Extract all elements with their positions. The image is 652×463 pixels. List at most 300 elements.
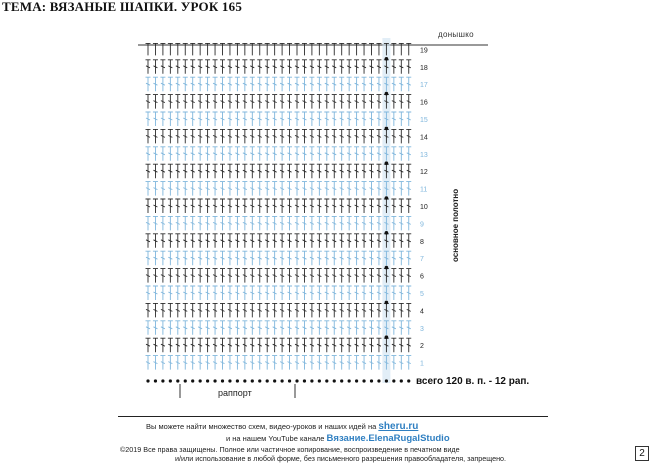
foundation-dot (184, 379, 187, 382)
site-link[interactable]: sheru.ru (378, 421, 419, 432)
stitch-mark (250, 251, 255, 265)
foundation-dot (199, 379, 202, 382)
stitch-mark (153, 251, 158, 265)
stitch-mark (168, 251, 173, 265)
stitch-mark (339, 182, 344, 196)
stitch-mark (227, 164, 232, 178)
stitch-mark (250, 286, 255, 300)
chain-dot (385, 92, 389, 96)
stitch-mark (198, 129, 203, 143)
stitch-mark (153, 147, 158, 161)
stitch-mark (175, 182, 180, 196)
stitch-mark (376, 147, 381, 161)
stitch-mark (190, 303, 195, 317)
stitch-mark (160, 269, 165, 283)
stitch-mark (280, 251, 285, 265)
stitch-mark (227, 147, 232, 161)
stitch-mark (339, 216, 344, 230)
stitch-mark (309, 164, 314, 178)
stitch-mark (324, 251, 329, 265)
stitch-mark (250, 164, 255, 178)
stitch-mark (242, 234, 247, 248)
stitch-mark (160, 77, 165, 91)
stitch-mark (302, 95, 307, 109)
stitch-mark (324, 60, 329, 74)
stitch-mark (190, 199, 195, 213)
stitch-mark (227, 77, 232, 91)
stitch-mark (272, 251, 277, 265)
stitch-mark (160, 338, 165, 352)
stitch-mark (257, 356, 262, 370)
stitch-mark (257, 251, 262, 265)
stitch-mark (146, 164, 151, 178)
stitch-mark (332, 251, 337, 265)
row-number: 11 (420, 186, 428, 194)
stitch-mark (347, 60, 352, 74)
stitch-mark (227, 234, 232, 248)
stitch-mark (347, 199, 352, 213)
chain-dot (385, 57, 389, 61)
stitch-mark (183, 60, 188, 74)
stitch-mark (332, 234, 337, 248)
stitch-mark (287, 77, 292, 91)
stitch-mark (205, 251, 210, 265)
stitch-mark (257, 164, 262, 178)
stitch-mark (146, 77, 151, 91)
stitch-mark (175, 234, 180, 248)
foundation-dot (400, 379, 403, 382)
stitch-mark (406, 286, 411, 300)
stitch-mark (406, 321, 411, 335)
stitch-mark (190, 95, 195, 109)
stitch-mark (227, 216, 232, 230)
stitch-mark (220, 286, 225, 300)
stitch-mark (347, 164, 352, 178)
stitch-mark (354, 303, 359, 317)
stitch-mark (391, 251, 396, 265)
stitch-mark (295, 356, 300, 370)
stitch-mark (280, 269, 285, 283)
stitch-mark (257, 269, 262, 283)
stitch-mark (362, 234, 367, 248)
stitch-mark (220, 199, 225, 213)
stitch-mark (332, 286, 337, 300)
stitch-mark (242, 356, 247, 370)
stitch-mark (183, 129, 188, 143)
stitch-mark (362, 321, 367, 335)
stitch-mark (369, 234, 374, 248)
stitch-mark (235, 216, 240, 230)
stitch-mark (213, 216, 218, 230)
stitch-mark (347, 77, 352, 91)
stitch-mark (406, 356, 411, 370)
stitch-mark (146, 251, 151, 265)
stitch-mark (146, 60, 151, 74)
row-number: 2 (420, 343, 424, 351)
foundation-dot (333, 379, 336, 382)
stitch-mark (406, 112, 411, 126)
youtube-link[interactable]: Вязание.ElenaRugalStudio (326, 433, 450, 444)
copyright-line: ©2019 Все права защищены. Полное или частичное копирование, воспроизведение в печатном виде (120, 445, 460, 454)
stitch-mark (272, 95, 277, 109)
stitch-mark (295, 251, 300, 265)
stitch-mark (227, 129, 232, 143)
stitch-mark (317, 60, 322, 74)
row-number: 16 (420, 99, 428, 107)
stitch-mark (280, 321, 285, 335)
foundation-dot (176, 379, 179, 382)
stitch-mark (287, 147, 292, 161)
stitch-mark (235, 356, 240, 370)
stitch-mark (362, 303, 367, 317)
stitch-mark (376, 129, 381, 143)
stitch-mark (190, 129, 195, 143)
stitch-mark (339, 303, 344, 317)
foundation-dot (303, 379, 306, 382)
stitch-mark (332, 199, 337, 213)
row-number: 5 (420, 291, 424, 298)
stitch-mark (287, 251, 292, 265)
stitch-mark (160, 321, 165, 335)
stitch-mark (317, 303, 322, 317)
stitch-mark (160, 234, 165, 248)
stitch-mark (242, 95, 247, 109)
stitch-mark (220, 129, 225, 143)
stitch-mark (399, 60, 404, 74)
stitch-mark (324, 164, 329, 178)
stitch-mark (309, 303, 314, 317)
stitch-mark (242, 338, 247, 352)
stitch-mark (391, 129, 396, 143)
stitch-mark (227, 269, 232, 283)
stitch-mark (309, 147, 314, 161)
foundation-dot (310, 379, 313, 382)
stitch-mark (205, 321, 210, 335)
stitch-mark (183, 77, 188, 91)
stitch-mark (146, 95, 151, 109)
stitch-mark (227, 112, 232, 126)
stitch-mark (354, 95, 359, 109)
stitch-mark (354, 129, 359, 143)
chain-dot (385, 266, 389, 270)
stitch-mark (376, 164, 381, 178)
stitch-mark (146, 147, 151, 161)
stitch-mark (339, 251, 344, 265)
stitch-mark (235, 199, 240, 213)
stitch-mark (198, 182, 203, 196)
stitch-mark (317, 269, 322, 283)
stitch-mark (183, 147, 188, 161)
stitch-mark (220, 147, 225, 161)
stitch-mark (369, 321, 374, 335)
stitch-mark (242, 112, 247, 126)
stitch-mark (175, 95, 180, 109)
stitch-mark (175, 269, 180, 283)
stitch-mark (362, 112, 367, 126)
stitch-mark (160, 199, 165, 213)
stitch-mark (175, 321, 180, 335)
stitch-mark (287, 286, 292, 300)
stitch-mark (250, 356, 255, 370)
row-number: 4 (420, 308, 424, 316)
stitch-mark (317, 356, 322, 370)
stitch-mark (280, 303, 285, 317)
stitch-mark (376, 251, 381, 265)
stitch-mark (213, 182, 218, 196)
stitch-mark (265, 269, 270, 283)
stitch-mark (339, 269, 344, 283)
stitch-mark (257, 286, 262, 300)
stitch-mark (317, 216, 322, 230)
stitch-mark (168, 356, 173, 370)
stitch-mark (168, 164, 173, 178)
stitch-mark (391, 234, 396, 248)
foundation-dot (407, 379, 410, 382)
stitch-mark (265, 77, 270, 91)
stitch-mark (168, 216, 173, 230)
stitch-mark (213, 77, 218, 91)
row-number: 15 (420, 117, 428, 124)
stitch-mark (309, 216, 314, 230)
stitch-mark (399, 269, 404, 283)
chain-dot (385, 161, 389, 165)
stitch-mark (205, 77, 210, 91)
stitch-mark (347, 286, 352, 300)
stitch-mark (213, 321, 218, 335)
stitch-mark (272, 286, 277, 300)
stitch-mark (272, 182, 277, 196)
stitch-mark (265, 112, 270, 126)
stitch-mark (302, 164, 307, 178)
foundation-dot (362, 379, 365, 382)
stitch-mark (198, 338, 203, 352)
stitch-mark (391, 321, 396, 335)
foundation-dot (146, 379, 149, 382)
stitch-mark (406, 95, 411, 109)
stitch-mark (242, 251, 247, 265)
chain-dot (385, 335, 389, 339)
stitch-mark (317, 112, 322, 126)
stitch-mark (347, 356, 352, 370)
stitch-mark (160, 60, 165, 74)
stitch-mark (190, 338, 195, 352)
stitch-mark (362, 60, 367, 74)
stitch-mark (362, 199, 367, 213)
stitch-mark (272, 234, 277, 248)
stitch-mark (302, 60, 307, 74)
stitch-mark (399, 338, 404, 352)
stitch-mark (406, 77, 411, 91)
stitch-mark (309, 60, 314, 74)
stitch-mark (265, 321, 270, 335)
stitch-mark (205, 112, 210, 126)
stitch-mark (265, 338, 270, 352)
stitch-mark (198, 303, 203, 317)
stitch-mark (183, 216, 188, 230)
stitch-mark (362, 147, 367, 161)
stitch-mark (324, 129, 329, 143)
row-number: 10 (420, 204, 428, 211)
page-number: 2 (635, 446, 649, 461)
stitch-mark (369, 199, 374, 213)
stitch-mark (242, 77, 247, 91)
stitch-mark (347, 303, 352, 317)
stitch-mark (220, 112, 225, 126)
stitch-mark (220, 356, 225, 370)
stitch-mark (198, 216, 203, 230)
stitch-mark (272, 216, 277, 230)
stitch-mark (347, 338, 352, 352)
stitch-mark (324, 216, 329, 230)
stitch-mark (324, 147, 329, 161)
stitch-mark (362, 269, 367, 283)
stitch-mark (369, 60, 374, 74)
stitch-mark (235, 112, 240, 126)
stitch-mark (391, 147, 396, 161)
stitch-mark (332, 60, 337, 74)
stitch-mark (324, 77, 329, 91)
stitch-mark (391, 303, 396, 317)
stitch-mark (272, 321, 277, 335)
foundation-dot (392, 379, 395, 382)
foundation-dot (243, 379, 246, 382)
stitch-mark (175, 251, 180, 265)
stitch-mark (391, 77, 396, 91)
stitch-mark (198, 356, 203, 370)
stitch-mark (287, 338, 292, 352)
stitch-mark (257, 77, 262, 91)
stitch-mark (280, 147, 285, 161)
stitch-mark (376, 77, 381, 91)
stitch-mark (160, 112, 165, 126)
stitch-mark (160, 95, 165, 109)
stitch-mark (146, 182, 151, 196)
stitch-mark (399, 182, 404, 196)
stitch-mark (295, 234, 300, 248)
stitch-mark (272, 356, 277, 370)
stitch-mark (287, 216, 292, 230)
stitch-mark (354, 286, 359, 300)
stitch-mark (220, 251, 225, 265)
stitch-mark (265, 356, 270, 370)
stitch-mark (183, 234, 188, 248)
copyright-line-2: и/или использование в любой форме, без письменного разрешения правообладателя, запрещено. (175, 454, 507, 463)
stitch-mark (257, 199, 262, 213)
stitch-mark (376, 112, 381, 126)
stitch-mark (190, 164, 195, 178)
stitch-mark (213, 303, 218, 317)
stitch-mark (324, 321, 329, 335)
foundation-dot (295, 379, 298, 382)
stitch-mark (242, 60, 247, 74)
chain-dot (385, 301, 389, 305)
stitch-mark (153, 286, 158, 300)
stitch-mark (265, 251, 270, 265)
stitch-mark (280, 216, 285, 230)
stitch-mark (354, 269, 359, 283)
stitch-mark (235, 286, 240, 300)
stitch-mark (287, 95, 292, 109)
stitch-mark (339, 356, 344, 370)
stitch-mark (250, 199, 255, 213)
stitch-mark (153, 303, 158, 317)
stitch-mark (362, 95, 367, 109)
stitch-mark (183, 356, 188, 370)
stitch-mark (146, 356, 151, 370)
stitch-mark (362, 216, 367, 230)
stitch-mark (339, 129, 344, 143)
stitch-mark (175, 147, 180, 161)
row-number: 1 (420, 360, 424, 368)
stitch-mark (295, 95, 300, 109)
stitch-mark (250, 77, 255, 91)
stitch-mark (406, 60, 411, 74)
stitch-mark (369, 269, 374, 283)
stitch-mark (146, 216, 151, 230)
stitch-mark (160, 147, 165, 161)
stitch-mark (347, 251, 352, 265)
stitch-mark (302, 182, 307, 196)
stitch-mark (153, 95, 158, 109)
stitch-mark (190, 321, 195, 335)
stitch-mark (198, 77, 203, 91)
foundation-dot (213, 379, 216, 382)
stitch-mark (205, 182, 210, 196)
stitch-mark (332, 129, 337, 143)
chain-dot (385, 231, 389, 235)
stitch-mark (302, 112, 307, 126)
stitch-mark (354, 234, 359, 248)
stitch-mark (302, 129, 307, 143)
stitch-mark (295, 216, 300, 230)
stitch-mark (339, 147, 344, 161)
stitch-mark (324, 338, 329, 352)
stitch-mark (362, 251, 367, 265)
stitch-mark (242, 182, 247, 196)
stitch-mark (280, 338, 285, 352)
stitch-mark (317, 251, 322, 265)
stitch-mark (175, 60, 180, 74)
stitch-mark (205, 269, 210, 283)
stitch-mark (168, 95, 173, 109)
stitch-mark (309, 129, 314, 143)
stitch-mark (287, 129, 292, 143)
stitch-mark (376, 199, 381, 213)
stitch-mark (287, 356, 292, 370)
stitch-mark (317, 199, 322, 213)
stitch-mark (347, 216, 352, 230)
stitch-mark (250, 147, 255, 161)
row-number: 8 (420, 238, 424, 246)
stitch-mark (295, 164, 300, 178)
stitch-mark (235, 164, 240, 178)
stitch-mark (362, 356, 367, 370)
stitch-mark (376, 60, 381, 74)
stitch-mark (235, 60, 240, 74)
stitch-mark (376, 182, 381, 196)
stitch-mark (369, 129, 374, 143)
stitch-mark (190, 356, 195, 370)
stitch-mark (198, 234, 203, 248)
stitch-mark (399, 321, 404, 335)
stitch-mark (399, 251, 404, 265)
stitch-mark (213, 60, 218, 74)
stitch-mark (257, 147, 262, 161)
stitch-mark (272, 338, 277, 352)
stitch-mark (354, 77, 359, 91)
total-stitches-label: всего 120 в. п. - 12 рап. (416, 376, 530, 387)
stitch-mark (183, 112, 188, 126)
